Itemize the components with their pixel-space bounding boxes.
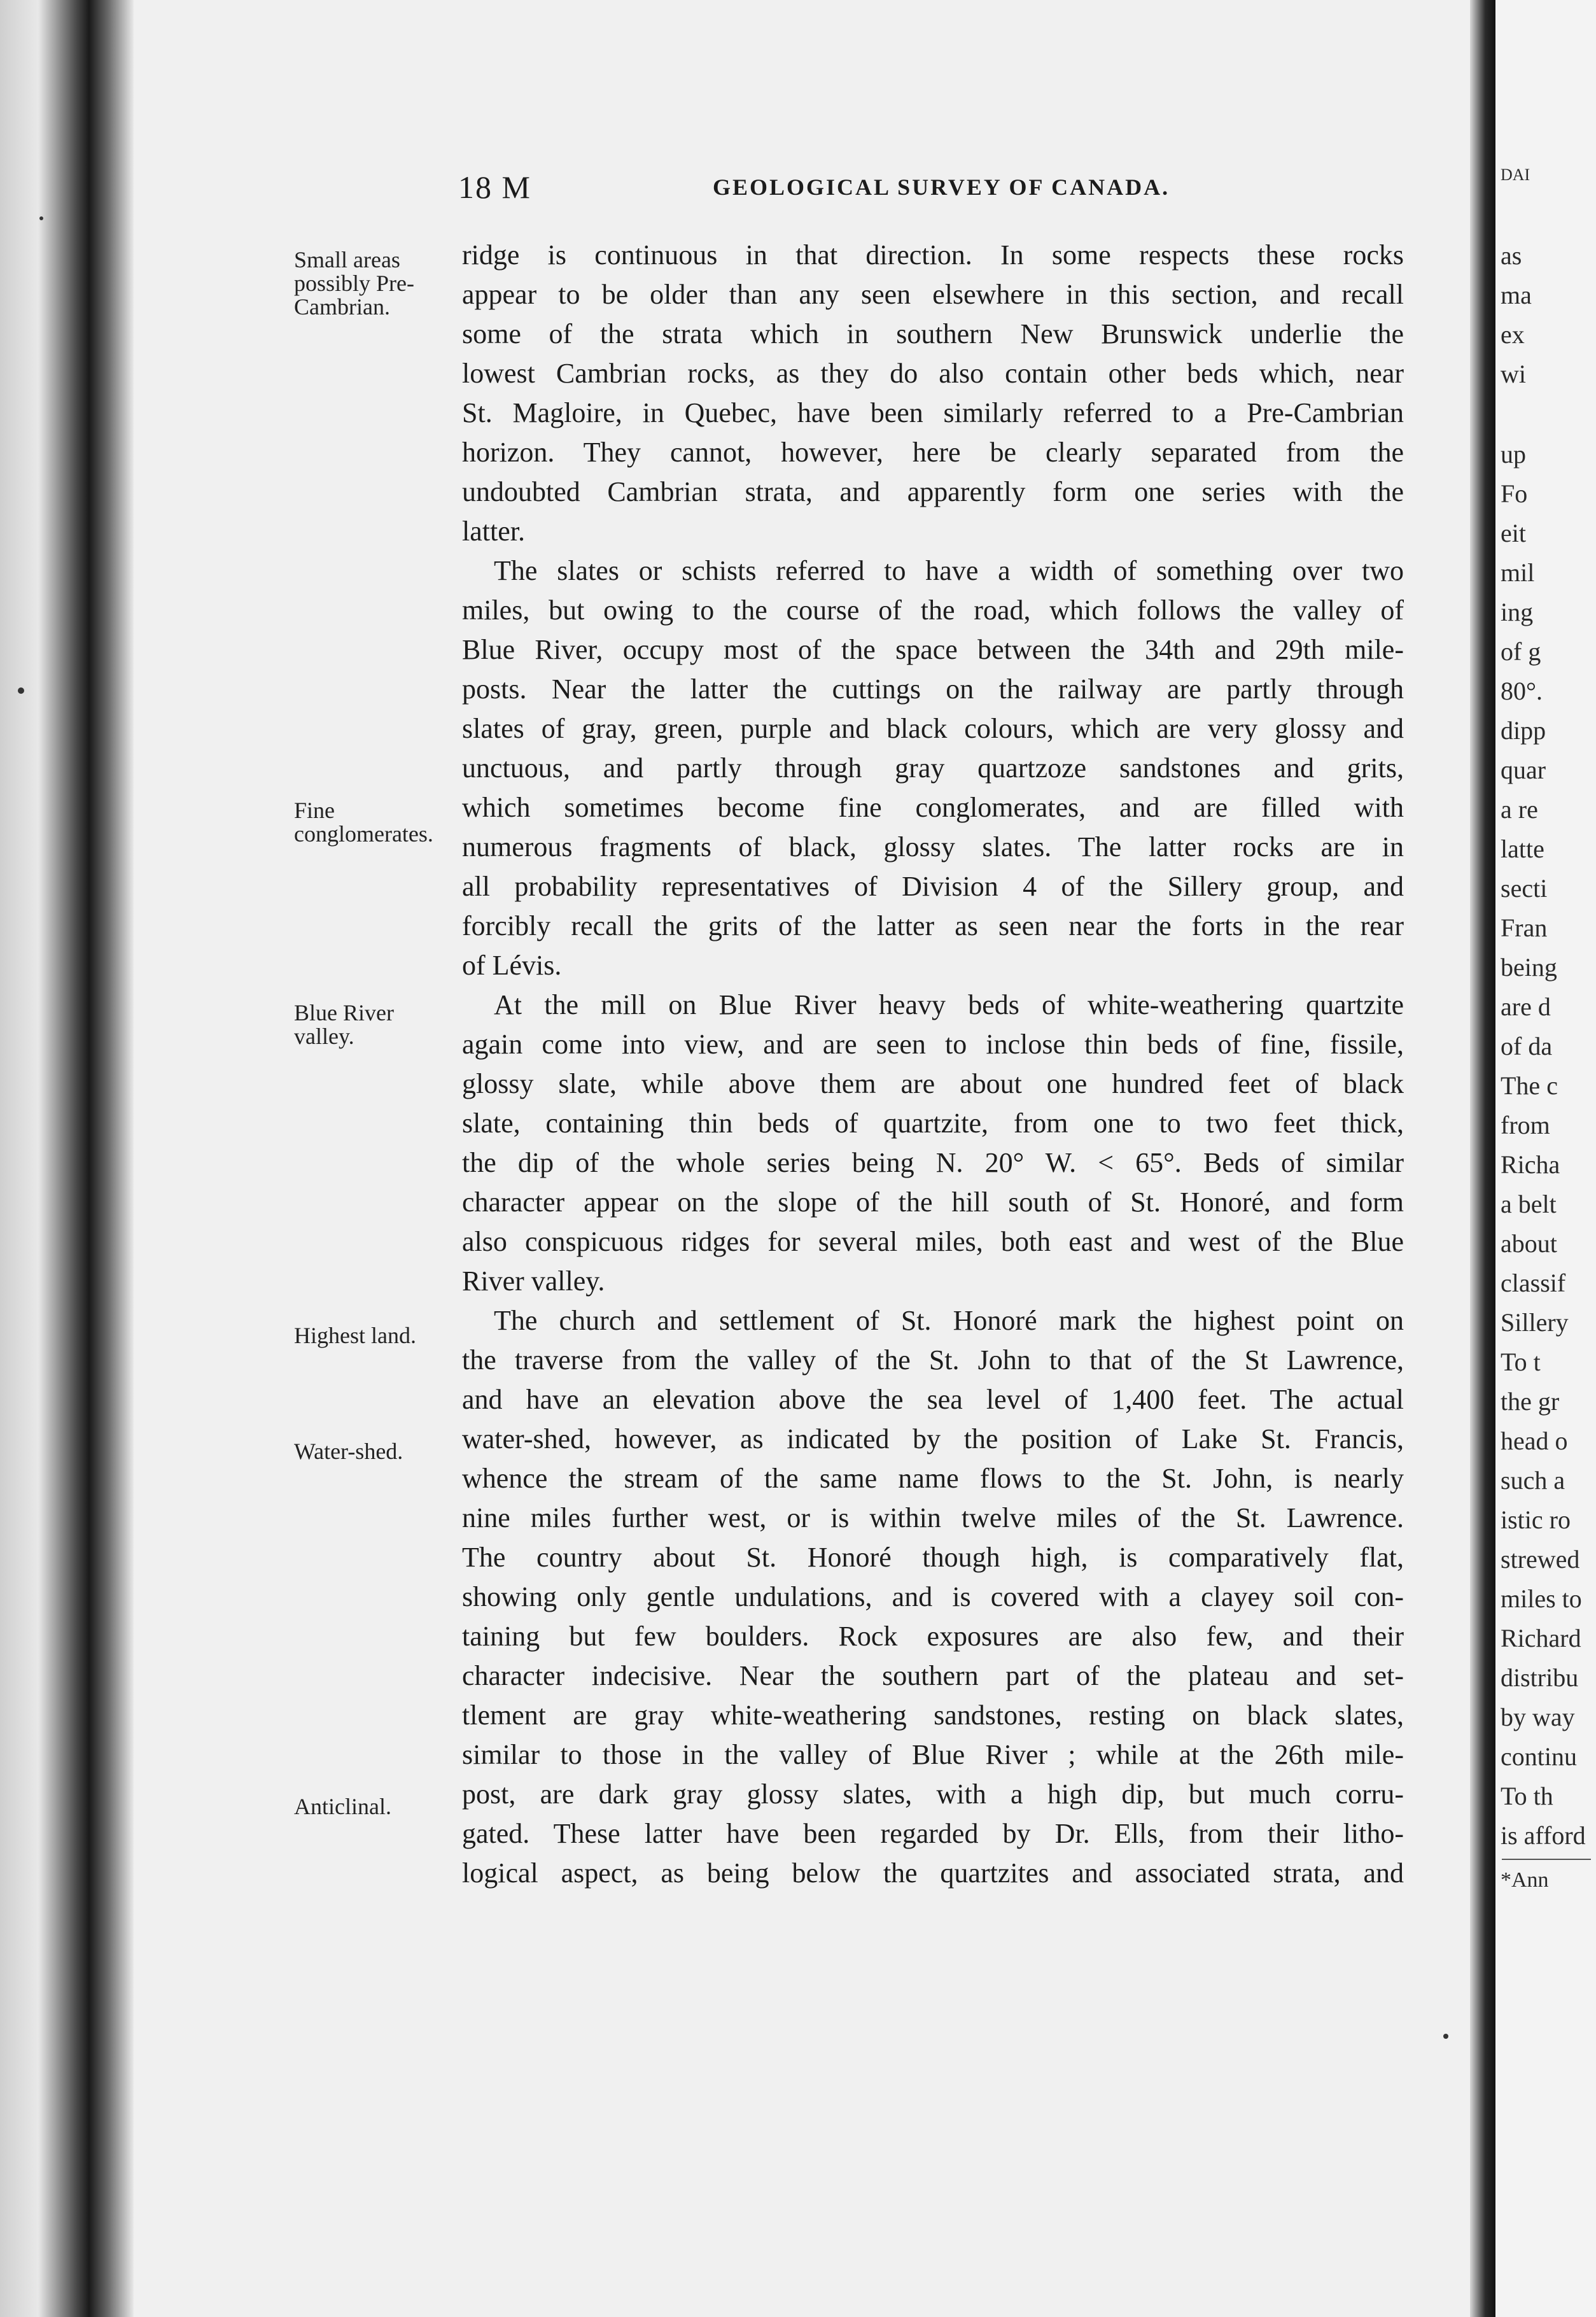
text-line: whence the stream of the same name flows to the St. John, is nearly bbox=[462, 1463, 1404, 1494]
adjacent-fragment: about bbox=[1501, 1229, 1557, 1258]
text-line: and have an elevation above the sea level of 1,400 feet. The actual bbox=[462, 1384, 1404, 1415]
adjacent-fragment: of g bbox=[1501, 637, 1541, 666]
footnote-rule bbox=[1502, 1859, 1591, 1860]
text-line: logical aspect, as being below the quartzites and associated strata, and bbox=[462, 1857, 1404, 1889]
text-line: slates of gray, green, purple and black colours, which are very glossy and bbox=[462, 713, 1404, 744]
adjacent-fragment: To th bbox=[1501, 1782, 1553, 1810]
text-line: nine miles further west, or is within twelve miles of the St. Lawrence. bbox=[462, 1502, 1404, 1533]
adjacent-fragment: as bbox=[1501, 241, 1522, 270]
adjacent-fragment: from bbox=[1501, 1111, 1550, 1139]
adjacent-fragment: DAI bbox=[1501, 166, 1530, 184]
adjacent-fragment: a belt bbox=[1501, 1190, 1557, 1218]
text-line: miles, but owing to the course of the road, which follows the valley of bbox=[462, 595, 1404, 626]
text-line: unctuous, and partly through gray quartzoze sandstones and grits, bbox=[462, 752, 1404, 784]
margin-note: Water-shed. bbox=[294, 1439, 403, 1464]
adjacent-fragment: Fo bbox=[1501, 479, 1528, 508]
adjacent-page bbox=[1495, 0, 1596, 2317]
text-line: posts. Near the latter the cuttings on the railway are partly through bbox=[462, 673, 1404, 705]
text-line: forcibly recall the grits of the latter as seen near the forts in the rear bbox=[462, 910, 1404, 941]
text-line: taining but few boulders. Rock exposures are also few, and their bbox=[462, 1621, 1404, 1652]
adjacent-fragment: strewed bbox=[1501, 1545, 1580, 1574]
adjacent-fragment: classif bbox=[1501, 1269, 1566, 1297]
text-line: At the mill on Blue River heavy beds of white-weathering quartzite bbox=[494, 989, 1404, 1020]
book-gutter bbox=[1470, 0, 1495, 2317]
text-line: undoubted Cambrian strata, and apparently form one series with the bbox=[462, 476, 1404, 507]
adjacent-fragment: Richard bbox=[1501, 1624, 1581, 1652]
margin-note: Blue River valley. bbox=[294, 1000, 394, 1049]
adjacent-fragment: continu bbox=[1501, 1742, 1577, 1771]
adjacent-fragment: ex bbox=[1501, 320, 1525, 349]
text-line: latter. bbox=[462, 516, 525, 547]
text-line: The slates or schists referred to have a width of something over two bbox=[494, 555, 1404, 586]
adjacent-fragment: the gr bbox=[1501, 1387, 1560, 1416]
adjacent-fragment: Richa bbox=[1501, 1150, 1560, 1179]
margin-note: Small areas possibly Pre-Cambrian. bbox=[294, 247, 414, 320]
adjacent-fragment: wi bbox=[1501, 360, 1526, 388]
adjacent-fragment: istic ro bbox=[1501, 1505, 1571, 1534]
text-line: water-shed, however, as indicated by the position of Lake St. Francis, bbox=[462, 1423, 1404, 1454]
text-line: all probability representatives of Division 4 of the Sillery group, and bbox=[462, 871, 1404, 902]
page-number: 18 M bbox=[458, 169, 531, 205]
adjacent-fragment: head o bbox=[1501, 1426, 1568, 1455]
scan-speck bbox=[39, 216, 43, 220]
text-line: glossy slate, while above them are about one hundred feet of black bbox=[462, 1068, 1404, 1099]
text-line: slate, containing thin beds of quartzite, from one to two feet thick, bbox=[462, 1108, 1404, 1139]
adjacent-fragment: To t bbox=[1501, 1348, 1541, 1376]
scan-speck bbox=[18, 687, 24, 694]
adjacent-fragment: latte bbox=[1501, 835, 1544, 863]
body-text bbox=[462, 236, 1404, 1893]
text-line: River valley. bbox=[462, 1265, 605, 1297]
text-line: again come into view, and are seen to inclose thin beds of fine, fissile, bbox=[462, 1029, 1404, 1060]
text-line: gated. These latter have been regarded by Dr. Ells, from their litho- bbox=[462, 1818, 1404, 1849]
text-line: ridge is continuous in that direction. In some respects these rocks bbox=[462, 239, 1404, 271]
adjacent-fragment: ma bbox=[1501, 281, 1532, 309]
text-line: appear to be older than any seen elsewhere in this section, and recall bbox=[462, 279, 1404, 310]
adjacent-fragment: distribu bbox=[1501, 1663, 1579, 1692]
adjacent-fragment: secti bbox=[1501, 874, 1548, 903]
margin-note: Fine conglomerates. bbox=[294, 798, 433, 847]
text-line: The country about St. Honoré though high, is comparatively flat, bbox=[462, 1542, 1404, 1573]
text-line: lowest Cambrian rocks, as they do also contain other beds which, near bbox=[462, 358, 1404, 389]
text-line: The church and settlement of St. Honoré mark the highest point on bbox=[494, 1305, 1404, 1336]
adjacent-fragment: a re bbox=[1501, 795, 1538, 824]
adjacent-fragment: ing bbox=[1501, 598, 1534, 626]
adjacent-fragment: eit bbox=[1501, 519, 1526, 547]
adjacent-fragment: Sillery bbox=[1501, 1308, 1569, 1337]
adjacent-fragment: Fran bbox=[1501, 913, 1548, 942]
adjacent-fragment: of da bbox=[1501, 1032, 1553, 1060]
text-line: Blue River, occupy most of the space between the 34th and 29th mile- bbox=[462, 634, 1404, 665]
margin-note: Anticlinal. bbox=[294, 1794, 391, 1819]
text-line: which sometimes become fine conglomerates, and are filled with bbox=[462, 792, 1404, 823]
scan-frame-left bbox=[0, 0, 134, 2317]
text-line: the traverse from the valley of the St. John to that of the St Lawrence, bbox=[462, 1344, 1404, 1376]
text-line: showing only gentle undulations, and is covered with a clayey soil con- bbox=[462, 1581, 1404, 1612]
text-line: also conspicuous ridges for several miles, both east and west of the Blue bbox=[462, 1226, 1404, 1257]
adjacent-fragment: dipp bbox=[1501, 716, 1546, 745]
text-line: the dip of the whole series being N. 20° W. < 65°. Beds of similar bbox=[462, 1147, 1404, 1178]
adjacent-fragment: mil bbox=[1501, 558, 1535, 587]
adjacent-fragment: is afford bbox=[1501, 1821, 1586, 1850]
text-line: character appear on the slope of the hill south of St. Honoré, and form bbox=[462, 1187, 1404, 1218]
text-line: post, are dark gray glossy slates, with a high dip, but much corru- bbox=[462, 1778, 1404, 1810]
text-line: character indecisive. Near the southern part of the plateau and set- bbox=[462, 1660, 1404, 1691]
page-header bbox=[458, 169, 1476, 207]
text-line: similar to those in the valley of Blue River ; while at the 26th mile- bbox=[462, 1739, 1404, 1770]
adjacent-fragment: such a bbox=[1501, 1466, 1565, 1495]
text-line: horizon. They cannot, however, here be clearly separated from the bbox=[462, 437, 1404, 468]
running-title: GEOLOGICAL SURVEY OF CANADA. bbox=[713, 174, 1170, 200]
adjacent-fragment: 80°. bbox=[1501, 677, 1543, 705]
adjacent-fragment: quar bbox=[1501, 756, 1546, 784]
adjacent-fragment: up bbox=[1501, 440, 1526, 468]
text-line: numerous fragments of black, glossy slates. The latter rocks are in bbox=[462, 831, 1404, 863]
scan-speck bbox=[1443, 2034, 1448, 2039]
adjacent-fragment: being bbox=[1501, 953, 1557, 982]
text-line: some of the strata which in southern New Brunswick underlie the bbox=[462, 318, 1404, 349]
text-line: of Lévis. bbox=[462, 950, 562, 981]
adjacent-fragment: by way bbox=[1501, 1703, 1575, 1731]
adjacent-fragment: *Ann bbox=[1501, 1868, 1549, 1892]
text-line: tlement are gray white-weathering sandstones, resting on black slates, bbox=[462, 1700, 1404, 1731]
adjacent-fragment: The c bbox=[1501, 1071, 1558, 1100]
adjacent-fragment: miles to bbox=[1501, 1584, 1582, 1613]
text-line: St. Magloire, in Quebec, have been similarly referred to a Pre-Cambrian bbox=[462, 397, 1404, 428]
margin-note: Highest land. bbox=[294, 1323, 416, 1348]
adjacent-fragment: are d bbox=[1501, 992, 1551, 1021]
